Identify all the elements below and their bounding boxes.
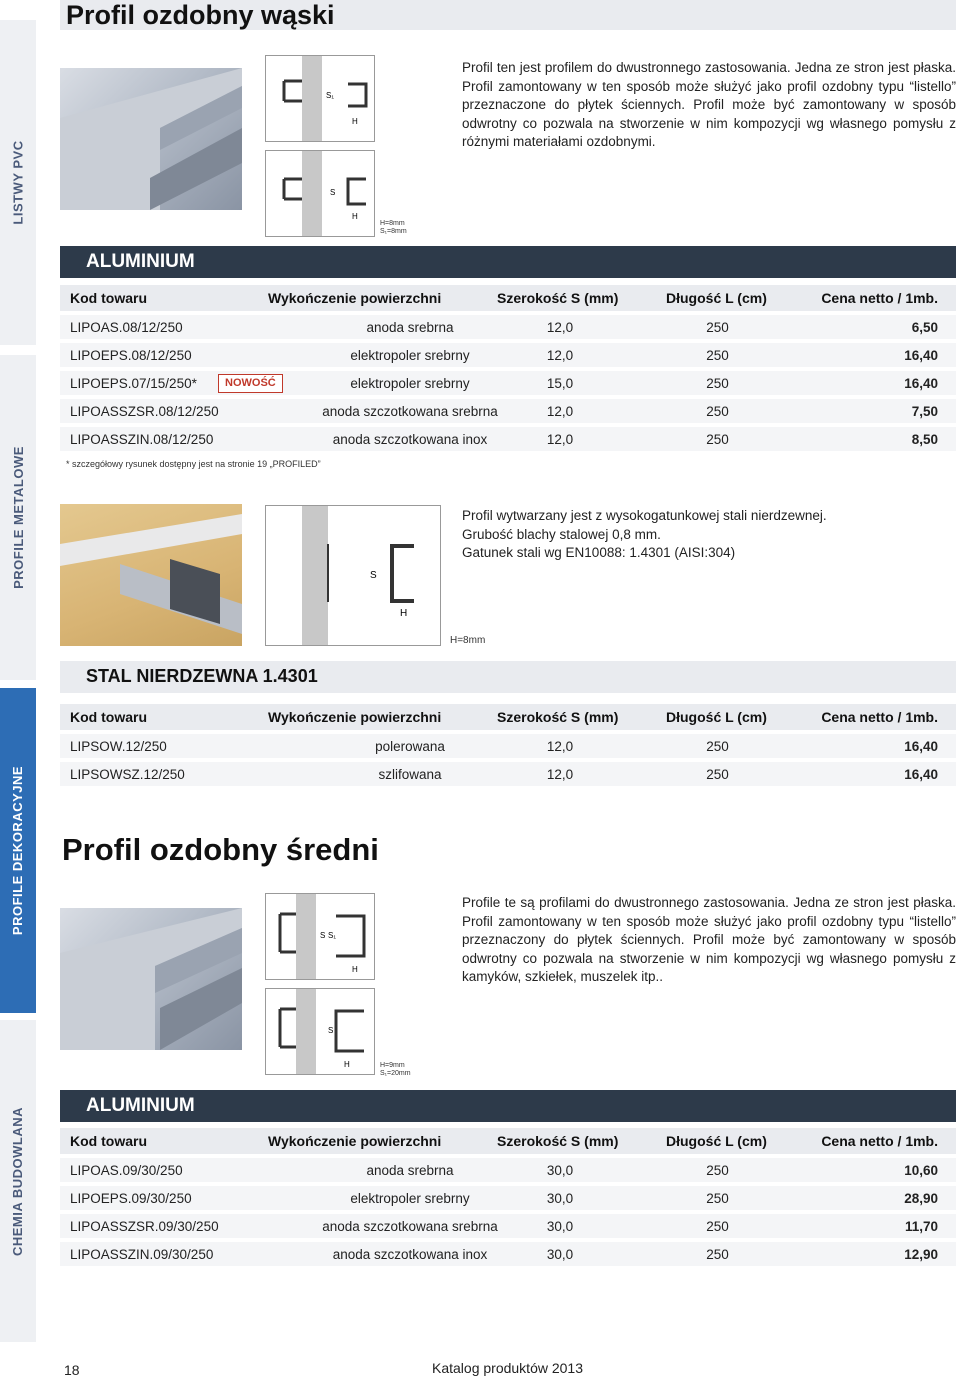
col-szerokosc: Szerokość S (mm) [497, 1133, 619, 1149]
col-wykonczenie: Wykończenie powierzchni [268, 709, 442, 725]
label-h: H [352, 965, 358, 974]
table-row: LIPOAS.09/30/250 anoda srebrna 30,0 250 10,60 [60, 1158, 956, 1182]
table-row: LIPOEPS.08/12/250 elektropoler srebrny 12,0 250 16,40 [60, 343, 956, 367]
col-szerokosc: Szerokość S (mm) [497, 709, 619, 725]
table-row: LIPSOWSZ.12/250 szlifowana 12,0 250 16,40 [60, 762, 956, 786]
sidebar-tab-profile-dekoracyjne[interactable] [0, 688, 36, 1013]
table-row: LIPOASSZIN.09/30/250 anoda szczotkowana inox 30,0 250 12,90 [60, 1242, 956, 1266]
col-dlugosc: Długość L (cm) [666, 709, 767, 725]
profile-shape-1a [266, 56, 374, 141]
sidebar-tab-listwy-pvc[interactable] [0, 20, 36, 345]
cross-section-drawing-2 [265, 505, 441, 646]
new-badge: NOWOŚĆ [218, 374, 283, 393]
col-dlugosc: Długość L (cm) [666, 1133, 767, 1149]
sidebar-tab-chemia-budowlana[interactable] [0, 1020, 36, 1342]
note-s: S₁=20mm [380, 1070, 411, 1077]
col-szerokosc: Szerokość S (mm) [497, 290, 619, 306]
description-2 [462, 507, 956, 563]
note-h: H=8mm [380, 220, 405, 227]
section-header-aluminium-3 [60, 1090, 956, 1122]
cross-section-drawing-3a [265, 893, 375, 980]
desc-line: Gatunek stali wg EN10088: 1.4301 (AISI:304) [462, 545, 736, 560]
desc-line: Grubość blachy stalowej 0,8 mm. [462, 526, 661, 542]
product-photo-medium [60, 908, 242, 1050]
table-row: LIPOEPS.07/15/250* NOWOŚĆ elektropoler srebrny 15,0 250 16,40 [60, 371, 956, 395]
product-photo-steel [60, 504, 242, 646]
label-h: H [400, 608, 408, 619]
section-header-stal [60, 661, 956, 693]
profile-shape-3a [266, 894, 374, 979]
description-3: Profile te są profilami do dwustronnego zastosowania. Jedna ze stron jest płaska. Profil zamontowany w ten sposób może służyć jako profil ozdobny typu “listello” przeznaczony do płytek ściennych. Profil może być zamontowany w sposób odwrotny co pozwala na stworzenie w nim kompozycji wg własnego pomysłu z kamyków, szkiełek, muszelek itp.. [462, 895, 956, 984]
catalog-label: Katalog produktów 2013 [432, 1360, 583, 1376]
note-h: H=9mm [380, 1062, 405, 1069]
label-s1: S₁ [326, 91, 335, 100]
col-wykonczenie: Wykończenie powierzchni [268, 290, 442, 306]
product-photo-shape [60, 908, 242, 1050]
col-kod: Kod towaru [70, 290, 147, 306]
cross-section-drawing-1b [265, 150, 375, 237]
section-header-label: STAL NIERDZEWNA 1.4301 [86, 666, 318, 686]
col-cena: Cena netto / 1mb. [821, 709, 938, 725]
label-s1: S₁ [328, 931, 337, 940]
section-header-label: ALUMINIUM [86, 1095, 195, 1116]
label-s: S [370, 570, 377, 581]
dimension-note [380, 1062, 411, 1078]
label-s: S [330, 188, 336, 197]
table-header [60, 1128, 956, 1154]
sidebar-tab-label: LISTWY PVC [10, 140, 26, 225]
label-h: H [352, 117, 358, 126]
label-s: S [328, 1026, 334, 1035]
label-s: S [320, 931, 326, 940]
note-s: S₁=8mm [380, 228, 407, 235]
product-photo-shape [60, 68, 242, 210]
profile-shape-2 [266, 506, 440, 645]
dimension-note [380, 220, 407, 236]
table-header [60, 285, 956, 311]
col-kod: Kod towaru [70, 1133, 147, 1149]
section-header-label: ALUMINIUM [86, 251, 195, 272]
table-row: LIPOASSZSR.09/30/250 anoda szczotkowana srebrna 30,0 250 11,70 [60, 1214, 956, 1238]
section-title-sredni: Profil ozdobny średni [62, 832, 379, 867]
profile-shape-3b [266, 989, 374, 1074]
table-row: LIPOASSZSR.08/12/250 anoda szczotkowana srebrna 12,0 250 7,50 [60, 399, 956, 423]
profile-shape-1b [266, 151, 374, 236]
description-1: Profil ten jest profilem do dwustronnego zastosowania. Jedna ze stron jest płaska. Profil zamontowany w ten sposób może służyć jako profil ozdobny typu “listello” przeznaczone do płytek ściennych. Profil może być zamontowany w sposób odwrotny co pozwala na stworzenie w nim kompozycji wg własnego pomysłu z różnymi materiałami ozdobnymi. [462, 60, 956, 149]
sidebar-tab-label: PROFILE METALOWE [10, 446, 26, 589]
page-number: 18 [64, 1362, 80, 1378]
col-kod: Kod towaru [70, 709, 147, 725]
col-wykonczenie: Wykończenie powierzchni [268, 1133, 442, 1149]
sidebar-tab-label: PROFILE DEKORACYJNE [10, 765, 26, 936]
table-row: LIPSOW.12/250 polerowana 12,0 250 16,40 [60, 734, 956, 758]
label-h: H [344, 1060, 350, 1069]
sidebar-tab-profile-metalowe[interactable] [0, 355, 36, 680]
col-cena: Cena netto / 1mb. [821, 1133, 938, 1149]
label-h: H [352, 212, 358, 221]
sidebar-tab-label: CHEMIA BUDOWLANA [10, 1106, 26, 1256]
page-title: Profil ozdobny wąski [66, 0, 335, 30]
product-photo-shape [60, 504, 242, 646]
dimension-note: H=8mm [450, 635, 486, 646]
desc-line: Profil wytwarzany jest z wysokogatunkowej stali nierdzewnej. [462, 508, 827, 523]
col-cena: Cena netto / 1mb. [821, 290, 938, 306]
table-row: LIPOAS.08/12/250 anoda srebrna 12,0 250 6,50 [60, 315, 956, 339]
cross-section-drawing-3b [265, 988, 375, 1075]
footnote: * szczegółowy rysunek dostępny jest na stronie 19 „PROFILED” [66, 459, 321, 469]
col-dlugosc: Długość L (cm) [666, 290, 767, 306]
section-header-aluminium-1 [60, 246, 956, 278]
cross-section-drawing-1a [265, 55, 375, 142]
product-photo-narrow [60, 68, 242, 210]
table-row: LIPOEPS.09/30/250 elektropoler srebrny 30,0 250 28,90 [60, 1186, 956, 1210]
table-row: LIPOASSZIN.08/12/250 anoda szczotkowana inox 12,0 250 8,50 [60, 427, 956, 451]
table-header [60, 704, 956, 730]
